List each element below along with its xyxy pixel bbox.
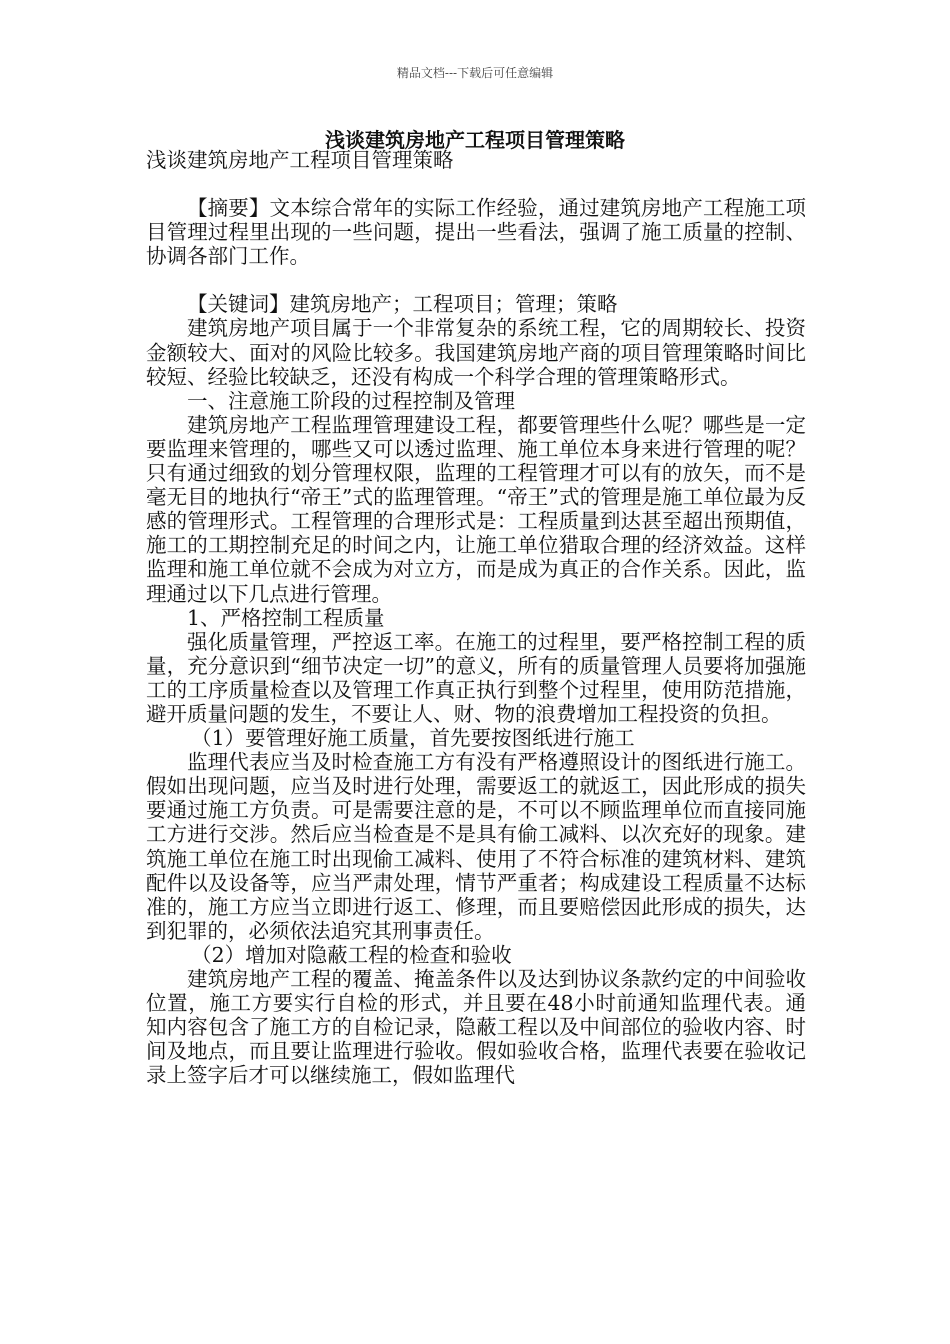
paragraph-drawings: 监理代表应当及时检查施工方有没有严格遵照设计的图纸进行施工。假如出现问题，应当及时进行处理，需要返工的就返工，因此形成的损失要通过施工方负责。可是需要注意的是，不可以不顾监理单位而直接同施工方进行交涉。然后应当检查是不是具有偷工减料、以次充好的现象。建筑施工单位在施工时出现偷工减料、使用了不符合标准的建筑材料、建筑配件以及设备等，应当严肃处理，情节严重者；构成建设工程质量不达标准的，施工方应当立即进行返工、修理，而且要赔偿因此形成的损失，达到犯罪的，必须依法追究其刑事责任。 (146, 750, 806, 943)
paragraph-intro: 建筑房地产项目属于一个非常复杂的系统工程，它的周期较长、投资金额较大、面对的风险比较多。我国建筑房地产商的项目管理策略时间比较短、经验比较缺乏，还没有构成一个科学合理的管理策略形式。 (146, 316, 806, 389)
document-subtitle: 浅谈建筑房地产工程项目管理策略 (146, 148, 454, 172)
document-title: 浅谈建筑房地产工程项目管理策略 (325, 128, 625, 152)
subsection-heading: 1、严格控制工程质量 (187, 605, 385, 630)
item-heading-2: （2）增加对隐蔽工程的检查和验收 (191, 942, 512, 967)
header-note: 精品文档---下载后可任意编辑 (396, 66, 554, 80)
paragraph-inspection: 建筑房地产工程的覆盖、掩盖条件以及达到协议条款约定的中间验收位置，施工方要实行自检的形式，并且要在48小时前通知监理代表。通知内容包含了施工方的自检记录，隐蔽工程以及中间部位的验收内容、时间及地点，而且要让监理进行验收。假如验收合格，监理代表要在验收记录上签字后才可以继续施工，假如监理代 (146, 967, 806, 1088)
section-heading: 一、注意施工阶段的过程控制及管理 (187, 388, 515, 413)
paragraph-supervision: 建筑房地产工程监理管理建设工程，都要管理些什么呢？哪些是一定要监理来管理的，哪些又可以透过监理、施工单位本身来进行管理的呢？只有通过细致的划分管理权限，监理的工程管理才可以有的放矢，而不是毫无目的地执行“帝王”式的监理管理。“帝王”式的管理是施工单位最为反感的管理形式。工程管理的合理形式是：工程质量到达甚至超出预期值，施工的工期控制充足的时间之内，让施工单位猎取合理的经济效益。这样监理和施工单位就不会成为对立方，而是成为真正的合作关系。因此，监理通过以下几点进行管理。 (146, 412, 806, 606)
item-heading-1: （1）要管理好施工质量，首先要按图纸进行施工 (191, 726, 635, 751)
paragraph-quality: 强化质量管理，严控返工率。在施工的过程里，要严格控制工程的质量，充分意识到“细节决定一切”的意义，所有的质量管理人员要将加强施工的工序质量检查以及管理工作真正执行到整个过程里，使用防范措施，避开质量问题的发生，不要让人、财、物的浪费增加工程投资的负担。 (146, 629, 806, 726)
document-body (146, 148, 806, 1087)
keywords-line: 【关键词】建筑房地产；工程项目；管理；策略 (187, 292, 618, 317)
abstract-paragraph: 【摘要】文本综合常年的实际工作经验，通过建筑房地产工程施工项目管理过程里出现的一些问题，提出一些看法，强调了施工质量的控制、协调各部门工作。 (146, 196, 806, 269)
